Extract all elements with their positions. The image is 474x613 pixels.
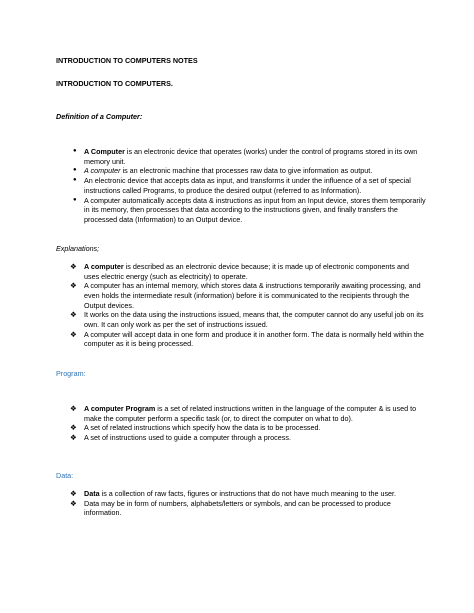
list-item	[70, 489, 426, 499]
item-text: A computer has an internal memory, which stores data & instructions temporarily awaiting processing, and even holds the intermediate result (information) before it is communicated to the recipients through the Output devices.	[84, 281, 421, 310]
list-item	[70, 281, 426, 310]
diamond-bullet-icon: ❖	[70, 404, 77, 413]
list-item	[70, 310, 426, 329]
item-text: An electronic device that accepts data as input, and transforms it under the influence of a set of special instructions called Programs, to produce the desired output (referred to as Information).	[84, 176, 411, 195]
diamond-bullet-icon: ❖	[70, 329, 77, 339]
diamond-bullet-icon: ❖	[70, 489, 77, 498]
item-text: A computer will accept data in one form and produce it in another form. The data is normally held within the computer as it is being processed.	[84, 329, 424, 349]
program-list	[70, 404, 426, 443]
diamond-bullet-icon: ❖	[70, 281, 77, 291]
definition-list	[70, 147, 426, 225]
diamond-bullet-icon: ❖	[70, 433, 77, 443]
definition-heading: Definition of a Computer:	[56, 112, 143, 121]
bullet-icon: ●	[73, 167, 77, 174]
list-item	[70, 330, 426, 349]
item-text: A set of instructions used to guide a computer through a process.	[84, 433, 291, 443]
item-text: A computer automatically accepts data & instructions as input from an Input device, stores them temporarily in its memory, then processes that data according to the instructions given, and finally transfers the processed data (Information) to an Output device.	[84, 195, 426, 224]
item-text: is a set of related instructions written in the language of the computer & is used to make the computer perform a specific task (or, to direct the computer on what to do).	[84, 404, 417, 423]
item-text: is an electronic device that operates (works) under the control of programs stored in its own memory unit.	[84, 147, 418, 166]
data-list	[70, 489, 426, 518]
item-lead: A computer	[84, 262, 124, 271]
explanations-heading: Explanations;	[56, 244, 100, 253]
bullet-icon: ●	[73, 196, 77, 203]
list-item	[70, 433, 426, 443]
document-subtitle: INTRODUCTION TO COMPUTERS.	[56, 79, 173, 88]
list-item	[70, 262, 426, 281]
document-title: INTRODUCTION TO COMPUTERS NOTES	[56, 56, 198, 65]
list-item	[70, 147, 426, 166]
item-text: Data may be in form of numbers, alphabets/letters or symbols, and can be processed to produce information.	[84, 498, 391, 518]
item-lead: A computer Program	[84, 404, 156, 413]
item-lead: A computer	[84, 166, 121, 176]
list-item	[70, 423, 426, 433]
diamond-bullet-icon: ❖	[70, 423, 77, 433]
explanations-list	[70, 262, 426, 349]
item-text: It works on the data using the instructions issued, means that, the computer cannot do any useful job on its own. It can only work as per the set of instructions issued.	[84, 310, 424, 329]
item-lead: Data	[84, 489, 100, 498]
diamond-bullet-icon: ❖	[70, 310, 77, 320]
data-heading: Data:	[56, 471, 74, 480]
item-text: is a collection of raw facts, figures or instructions that do not have much meaning to the user.	[99, 489, 397, 498]
bullet-icon: ●	[73, 177, 77, 184]
list-item	[70, 166, 426, 176]
item-text: is an electronic machine that processes raw data to give information as output.	[120, 166, 373, 176]
list-item	[70, 176, 426, 195]
bullet-icon: ●	[73, 148, 77, 154]
program-heading: Program:	[56, 369, 86, 378]
diamond-bullet-icon: ❖	[70, 262, 77, 271]
list-item	[70, 196, 426, 225]
item-text: A set of related instructions which specify how the data is to be processed.	[84, 423, 321, 433]
list-item	[70, 499, 426, 518]
list-item	[70, 404, 426, 423]
diamond-bullet-icon: ❖	[70, 498, 77, 508]
item-lead: A Computer	[84, 147, 125, 156]
item-text: is described as an electronic device because; it is made up of electronic components and uses electric energy (such as electricity) to operate.	[84, 262, 409, 281]
